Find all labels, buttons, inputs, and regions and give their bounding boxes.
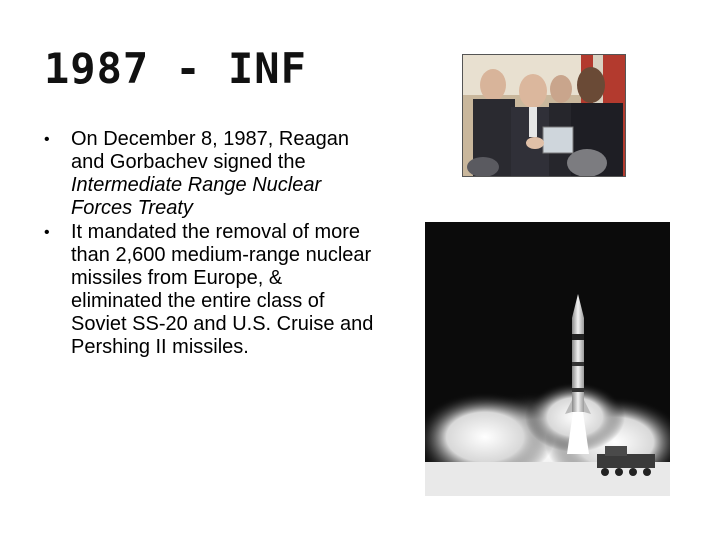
bullet-marker: • — [44, 224, 50, 241]
slide-title: 1987 - INF — [44, 44, 307, 93]
bullet-item — [36, 128, 376, 220]
missile-launch-photo — [425, 222, 670, 496]
signing-photo — [462, 54, 626, 177]
bullet-text: On December 8, 1987, Reagan and Gorbachev signed the — [71, 128, 349, 173]
bullet-list — [36, 128, 376, 359]
treaty-name: Intermediate Range Nuclear Forces Treaty — [71, 174, 322, 219]
bullet-item — [36, 221, 376, 359]
missile-launch-image — [425, 222, 670, 496]
bullet-marker: • — [44, 131, 50, 148]
signing-photo-image — [463, 55, 625, 176]
bullet-text: It mandated the removal of more than 2,600 medium-range nuclear missiles from Europe, & eliminated the entire class of Soviet SS-20 and U.S. Cruise and Pershing II missiles. — [71, 221, 374, 358]
